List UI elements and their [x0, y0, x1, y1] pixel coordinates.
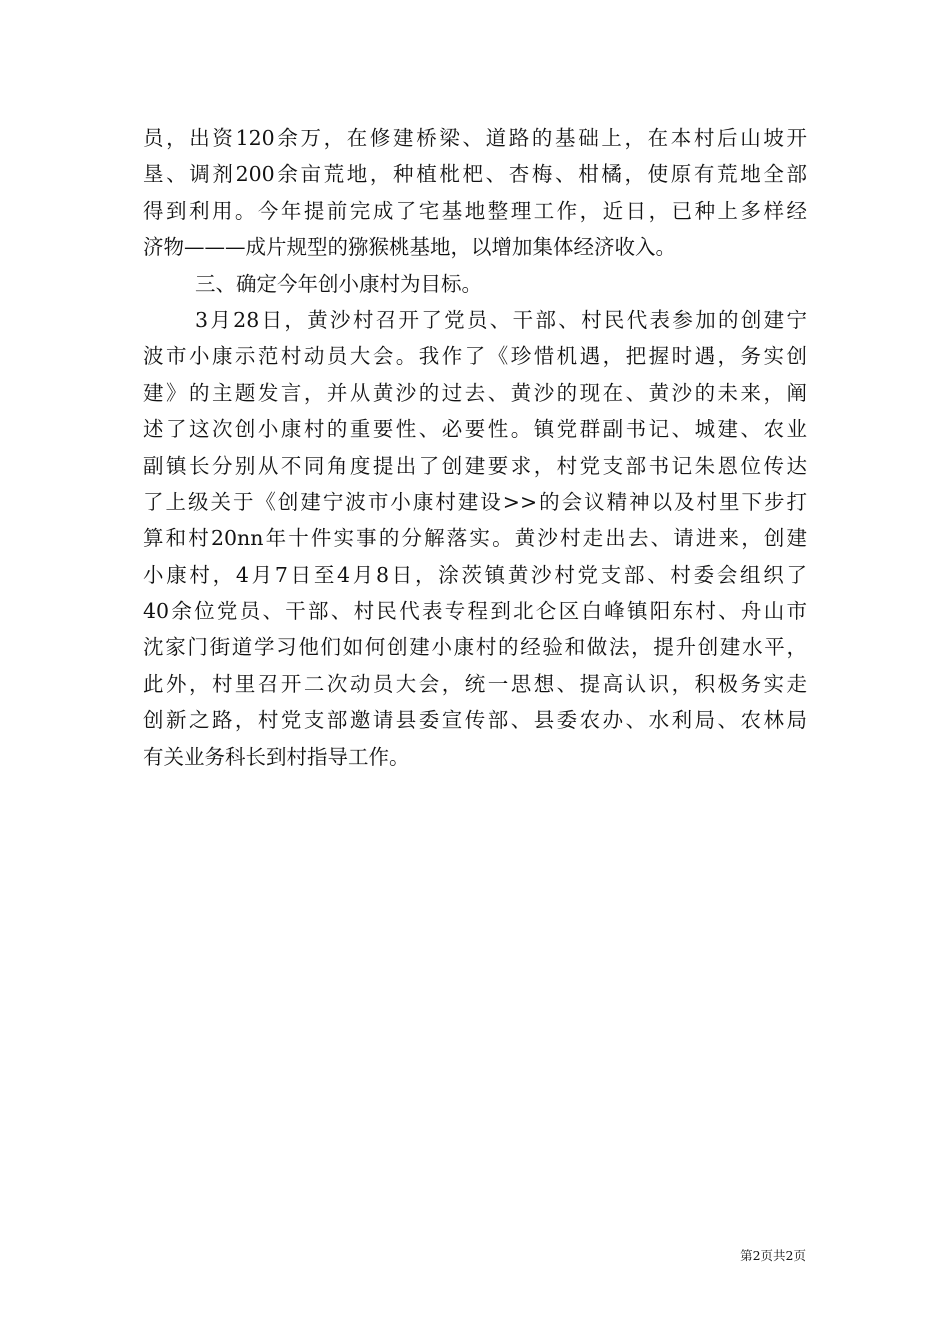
text-line: 此外，村里召开二次动员大会，统一思想、提高认识，积极务实走 — [143, 671, 807, 696]
text-line: 了上级关于《创建宁波市小康村建设>>的会议精神以及村里下步打 — [143, 489, 807, 514]
text-line: 沈家门街道学习他们如何创建小康村的经验和做法，提升创建水平， — [143, 635, 807, 660]
text-line: 述了这次创小康村的重要性、必要性。镇党群副书记、城建、农业 — [143, 417, 807, 442]
section-heading-3 — [143, 266, 807, 302]
text-line: 3月28日，黄沙村召开了党员、干部、村民代表参加的创建宁 — [195, 307, 807, 332]
text-line: 济物———成片规型的猕猴桃基地，以增加集体经济收入。 — [143, 235, 676, 260]
text-line: 40余位党员、干部、村民代表专程到北仑区白峰镇阳东村、舟山市 — [143, 599, 807, 624]
text-line: 三、确定今年创小康村为目标。 — [195, 271, 482, 296]
text-line: 副镇长分别从不同角度提出了创建要求，村党支部书记朱恩位传达 — [143, 453, 807, 478]
paragraph-3 — [143, 302, 807, 775]
text-line: 得到利用。今年提前完成了宅基地整理工作，近日，已种上多样经 — [143, 198, 807, 223]
text-line: 波市小康示范村动员大会。我作了《珍惜机遇，把握时遇，务实创 — [143, 344, 807, 369]
text-line: 小康村，4月7日至4月8日，涂茨镇黄沙村党支部、村委会组织了 — [143, 562, 807, 587]
page-number-footer: 第2页共2页 — [740, 1248, 806, 1263]
text-line: 算和村20nn年十件实事的分解落实。黄沙村走出去、请进来，创建 — [143, 526, 807, 551]
text-line: 创新之路，村党支部邀请县委宣传部、县委农办、水利局、农林局 — [143, 708, 807, 733]
paragraph-1 — [143, 120, 807, 266]
text-line: 建》的主题发言，并从黄沙的过去、黄沙的现在、黄沙的未来，阐 — [143, 380, 807, 405]
body-text — [143, 120, 807, 775]
text-line: 有关业务科长到村指导工作。 — [143, 744, 410, 769]
text-line: 垦、调剂200余亩荒地，种植枇杷、杏梅、柑橘，使原有荒地全部 — [143, 162, 807, 187]
text-line: 员，出资120余万，在修建桥梁、道路的基础上，在本村后山坡开 — [143, 126, 807, 150]
